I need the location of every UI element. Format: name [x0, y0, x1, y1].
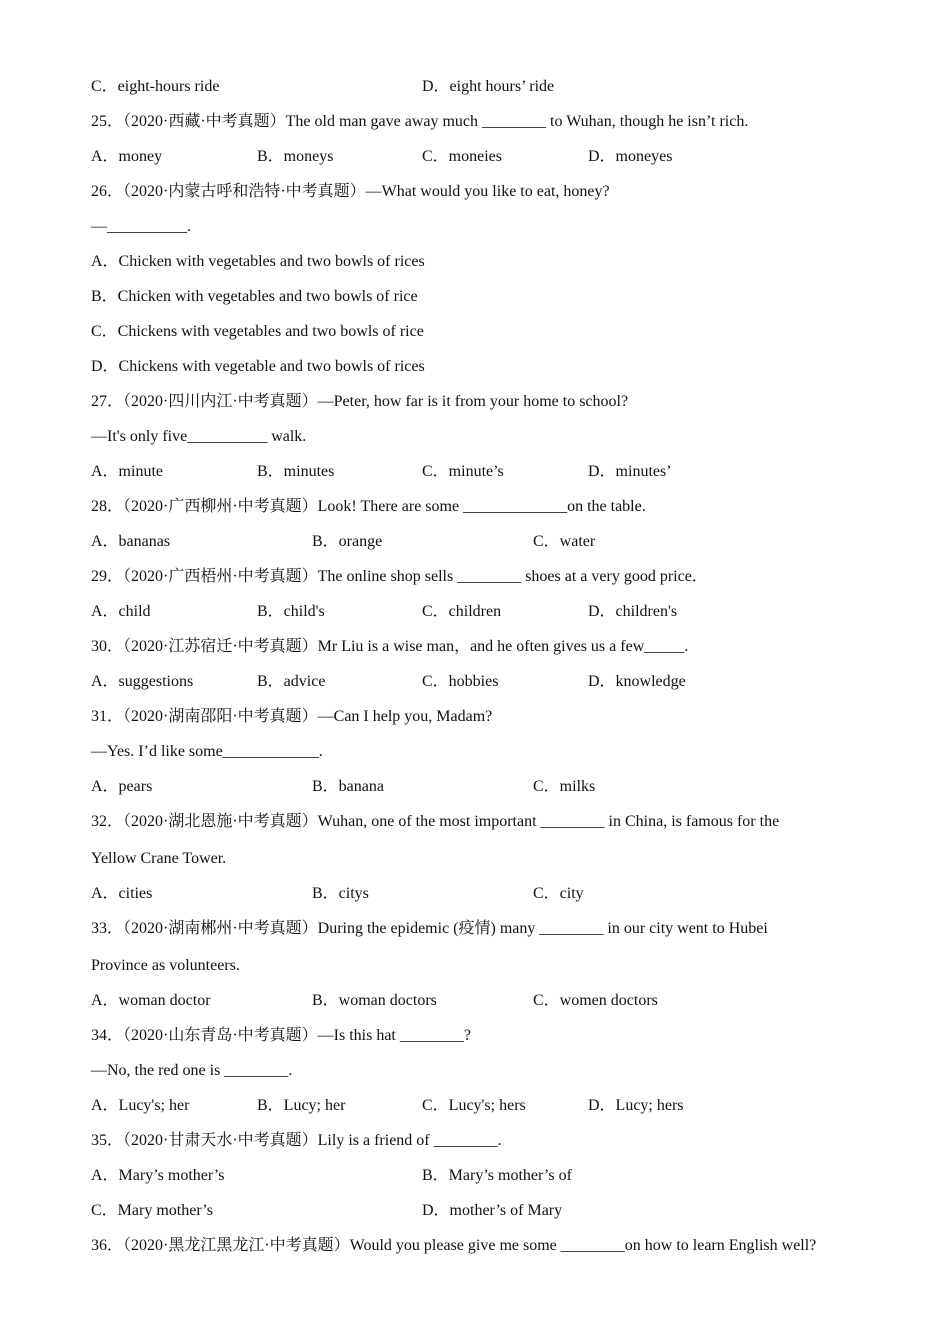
text-line: 29．（2020·广西梧州·中考真题）The online shop sells ________ shoes at a very good price．	[91, 568, 708, 585]
answer-option: C．Mary mother’s	[91, 1202, 213, 1219]
text-line: 28．（2020·广西柳州·中考真题）Look! There are some _____________on the table.	[91, 498, 646, 515]
option-row	[91, 532, 871, 552]
text-line: 33．（2020·湖南郴州·中考真题）During the epidemic (疫情) many ________ in our city went to Hubei	[91, 920, 768, 937]
answer-option: A．money	[91, 148, 163, 165]
option-row	[91, 1096, 871, 1116]
text-line: 25．（2020·西藏·中考真题）The old man gave away much ________ to Wuhan, though he isn’t rich.	[91, 113, 749, 130]
option-row	[91, 462, 871, 482]
option-row	[91, 1201, 871, 1221]
text-line: C．Chickens with vegetables and two bowls of rice	[91, 323, 424, 340]
answer-option: A．pears	[91, 778, 153, 795]
answer-option: C．eight-hours ride	[91, 78, 220, 95]
text-line: —It's only five__________ walk.	[91, 428, 307, 445]
answer-option: C．children	[422, 603, 502, 620]
text-line: Yellow Crane Tower.	[91, 850, 227, 867]
answer-option: C．women doctors	[533, 992, 658, 1009]
text-line: 30．（2020·江苏宿迁·中考真题）Mr Liu is a wise man，and he often gives us a few_____.	[91, 638, 689, 655]
answer-option: D．eight hours’ ride	[422, 78, 555, 95]
answer-option: D．mother’s of Mary	[422, 1202, 563, 1219]
text-line: D．Chickens with vegetable and two bowls of rices	[91, 358, 425, 375]
answer-option: A．woman doctor	[91, 992, 211, 1009]
answer-option: B．banana	[312, 778, 384, 795]
answer-option: C．hobbies	[422, 673, 499, 690]
option-row	[91, 1166, 871, 1186]
text-line: 32．（2020·湖北恩施·中考真题）Wuhan, one of the most important ________ in China, is famous for the	[91, 813, 780, 830]
answer-option: B．orange	[312, 533, 383, 550]
answer-option: B．Mary’s mother’s of	[422, 1167, 572, 1184]
text-line: 34．（2020·山东青岛·中考真题）—Is this hat ________?	[91, 1027, 471, 1044]
text-line: 31．（2020·湖南邵阳·中考真题）—Can I help you, Madam?	[91, 708, 493, 725]
answer-option: D．Lucy; hers	[588, 1097, 684, 1114]
answer-option: D．moneyes	[588, 148, 673, 165]
answer-option: D．knowledge	[588, 673, 686, 690]
answer-option: B．moneys	[257, 148, 334, 165]
text-line: B．Chicken with vegetables and two bowls of rice	[91, 288, 418, 305]
answer-option: A．Lucy's; her	[91, 1097, 190, 1114]
option-row	[91, 777, 871, 797]
answer-option: C．milks	[533, 778, 596, 795]
option-row	[91, 884, 871, 904]
text-line: 36．（2020·黑龙江黑龙江·中考真题）Would you please give me some ________on how to learn English well?	[91, 1237, 817, 1254]
answer-option: B．minutes	[257, 463, 335, 480]
text-line: 35．（2020·甘肃天水·中考真题）Lily is a friend of ________.	[91, 1132, 502, 1149]
answer-option: C．city	[533, 885, 584, 902]
text-line: —No, the red one is ________.	[91, 1062, 293, 1079]
option-row	[91, 77, 871, 97]
answer-option: A．Mary’s mother’s	[91, 1167, 225, 1184]
text-line: Province as volunteers.	[91, 957, 240, 974]
answer-option: C．minute’s	[422, 463, 504, 480]
option-row	[91, 672, 871, 692]
answer-option: B．advice	[257, 673, 326, 690]
answer-option: D．children's	[588, 603, 678, 620]
answer-option: B．woman doctors	[312, 992, 437, 1009]
answer-option: B．child's	[257, 603, 325, 620]
option-row	[91, 147, 871, 167]
answer-option: B．Lucy; her	[257, 1097, 346, 1114]
text-line: —Yes. I’d like some____________.	[91, 743, 323, 760]
answer-option: C．water	[533, 533, 596, 550]
answer-option: A．suggestions	[91, 673, 194, 690]
answer-option: A．cities	[91, 885, 153, 902]
answer-option: A．minute	[91, 463, 163, 480]
answer-option: C．moneies	[422, 148, 502, 165]
text-line: 27．（2020·四川内江·中考真题）—Peter, how far is it from your home to school?	[91, 393, 629, 410]
answer-option: A．bananas	[91, 533, 171, 550]
text-line: —__________.	[91, 218, 191, 235]
answer-option: B．citys	[312, 885, 369, 902]
option-row	[91, 991, 871, 1011]
option-row	[91, 602, 871, 622]
answer-option: A．child	[91, 603, 151, 620]
text-line: A．Chicken with vegetables and two bowls of rices	[91, 253, 425, 270]
answer-option: C．Lucy's; hers	[422, 1097, 526, 1114]
answer-option: D．minutes’	[588, 463, 672, 480]
text-line: 26．（2020·内蒙古呼和浩特·中考真题）—What would you like to eat, honey?	[91, 183, 610, 200]
